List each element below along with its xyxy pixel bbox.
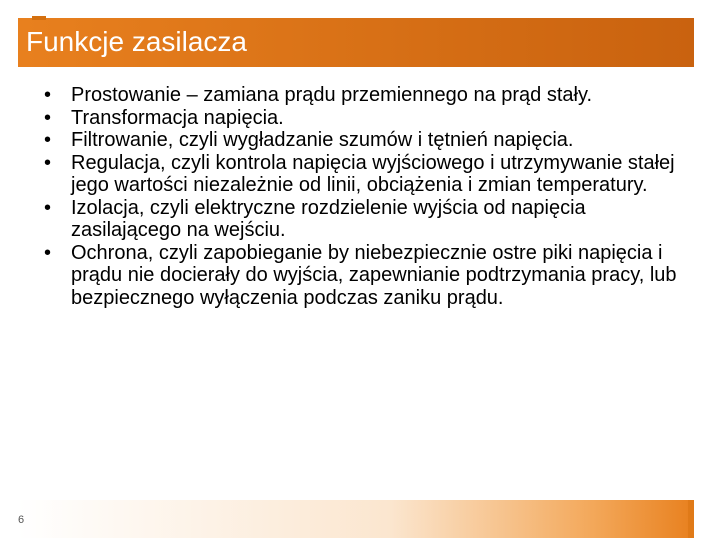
bullet-item: [44, 107, 684, 130]
bullet-icon: •: [44, 106, 52, 129]
bullet-icon: •: [44, 196, 52, 219]
bullet-item: [44, 152, 684, 197]
bullet-item: [44, 129, 684, 152]
bullet-text: Filtrowanie, czyli wygładzanie szumów i tętnień napięcia.: [71, 129, 574, 151]
bullet-icon: •: [44, 129, 52, 151]
bullet-text: Ochrona, czyli zapobieganie by niebezpiecznie ostre piki napięcia i prądu nie docierały do wyjścia, zapewnianie podtrzymania pracy, lub bezpiecznego wyłączenia podczas zaniku prądu.: [71, 241, 677, 309]
bullet-icon: •: [44, 241, 52, 264]
bullet-item: [44, 242, 684, 310]
bullet-text: Transformacja napięcia.: [71, 106, 284, 129]
bullet-icon: •: [44, 84, 52, 106]
bullet-text: Izolacja, czyli elektryczne rozdzielenie wyjścia od napięcia zasilającego na wejściu.: [71, 196, 586, 241]
bullet-item: [44, 84, 684, 107]
bullet-list: [44, 84, 684, 309]
bullet-text: Regulacja, czyli kontrola napięcia wyjściowego i utrzymywanie stałej jego wartości niezależnie od linii, obciążenia i zmian temperatury.: [71, 151, 675, 196]
footer-bar: [18, 500, 694, 538]
slide-title: Funkcje zasilacza: [26, 26, 247, 57]
bullet-item: [44, 197, 684, 242]
bullet-icon: •: [44, 151, 52, 174]
bullet-text: Prostowanie – zamiana prądu przemiennego na prąd stały.: [71, 84, 593, 106]
page-number: 6: [18, 514, 25, 526]
